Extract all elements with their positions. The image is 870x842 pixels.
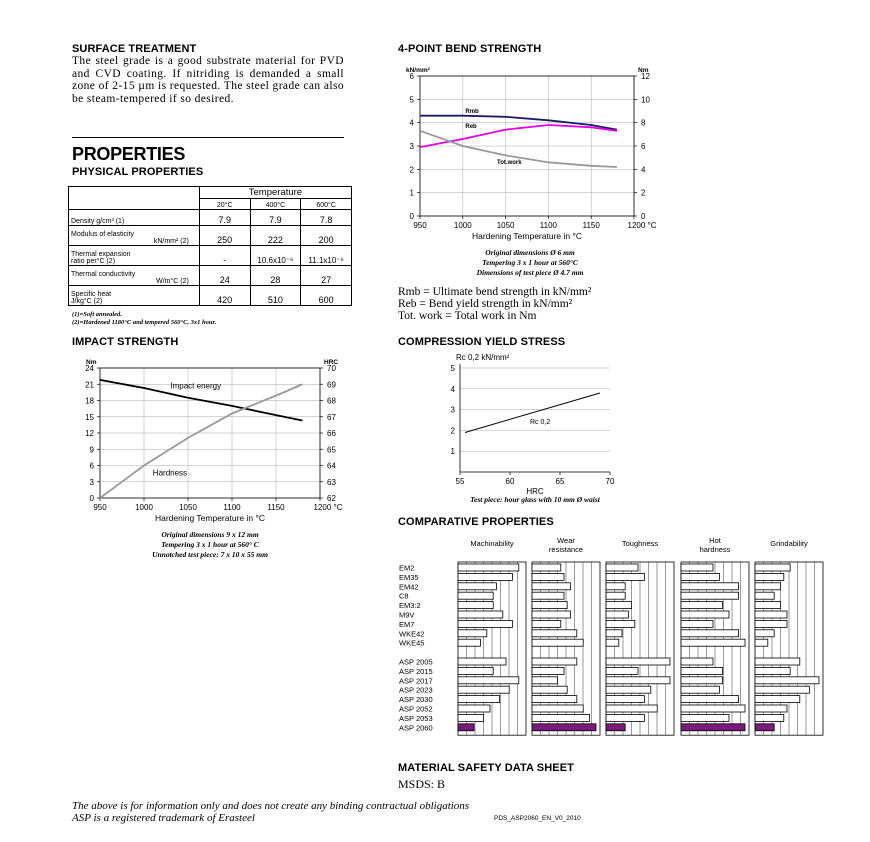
bar — [458, 583, 496, 590]
y-tick-label: 3 — [450, 405, 455, 415]
y-left-tick-label: 3 — [409, 142, 414, 151]
bend-captions — [410, 248, 650, 278]
comparative-heading: COMPARATIVE PROPERTIES — [398, 516, 554, 528]
table-row — [69, 266, 352, 286]
column-header: Hot — [709, 536, 721, 545]
bar — [681, 564, 713, 571]
bar — [606, 686, 651, 693]
bar — [532, 573, 564, 580]
bar — [755, 583, 781, 590]
cell-value: 510 — [250, 286, 301, 306]
bar — [681, 583, 739, 590]
bar — [681, 658, 713, 665]
y-right-axis-label: Nm — [638, 67, 649, 74]
bar — [532, 602, 567, 609]
bar — [681, 677, 723, 684]
bar — [755, 620, 787, 627]
x-tick-label: 1150 — [267, 503, 285, 512]
y-tick-label: 1 — [450, 447, 455, 457]
footer-trademark: ASP is a registered trademark of Erasteel — [72, 812, 255, 824]
bar — [755, 639, 768, 646]
footer-disclaimer: The above is for information only and does not create any binding contractual obligations — [72, 800, 470, 812]
bar — [755, 630, 774, 637]
bar — [755, 667, 790, 674]
bar — [532, 724, 596, 731]
row-label: Thermal expansion — [71, 251, 131, 258]
y-right-tick-label: 6 — [641, 142, 646, 151]
legend-item: Rmb = Ultimate bend strength in kN/mm² — [398, 286, 592, 298]
bar — [681, 686, 719, 693]
bar — [532, 658, 577, 665]
row-unit: J/kg°C (2) — [71, 298, 103, 305]
note: (2)=Hardened 1180°C and tempered 560°C, 3x1 hour. — [72, 319, 217, 326]
y-right-tick-label: 10 — [641, 95, 650, 105]
bar — [458, 724, 474, 731]
cell-value: 27 — [301, 266, 352, 286]
bar — [532, 696, 577, 703]
bar — [458, 686, 509, 693]
y-left-tick-label: 2 — [409, 165, 414, 175]
bar — [681, 620, 713, 627]
column-header: Toughness — [621, 539, 659, 548]
footer-code: PDS_ASP2060_EN_V0_2010 — [494, 815, 581, 822]
bar — [532, 705, 583, 712]
cell-value: 222 — [250, 226, 301, 246]
caption-line: Original dimensions Ø 6 mm — [485, 248, 575, 257]
bar — [755, 592, 774, 599]
cell-value: 11.1x10⁻⁶ — [301, 246, 352, 266]
note: (1)=Soft annealed. — [72, 311, 122, 318]
bar — [681, 667, 723, 674]
cell-value: 250 — [199, 226, 250, 246]
x-tick-label: 1150 — [582, 221, 600, 230]
bar — [458, 630, 487, 637]
table-row — [69, 226, 352, 246]
y-left-tick-label: 1 — [409, 188, 414, 198]
compression-caption: Test piece: hour glass with 10 mm Ø waist — [470, 495, 600, 504]
bar — [681, 724, 745, 731]
row-label: Modulus of elasticity — [71, 231, 135, 238]
x-axis-label: Hardening Temperature in °C — [471, 231, 583, 241]
bend-heading: 4-POINT BEND STRENGTH — [398, 43, 542, 55]
y-right-tick-label: 68 — [327, 396, 336, 406]
bar — [458, 696, 500, 703]
bar — [755, 705, 787, 712]
properties-heading: PROPERTIES — [72, 144, 186, 164]
table-notes — [72, 311, 216, 327]
bar — [532, 620, 561, 627]
bar — [606, 583, 625, 590]
y-right-tick-label: 64 — [327, 461, 336, 471]
y-left-tick-label: 9 — [89, 445, 94, 455]
cell-value: 600 — [301, 286, 352, 306]
x-axis-label: Hardening Temperature in °C — [154, 513, 266, 523]
y-right-tick-label: 8 — [641, 118, 646, 128]
cell-value: 7.8 — [301, 210, 352, 226]
y-left-tick-label: 5 — [409, 95, 414, 105]
impact-heading: IMPACT STRENGTH — [72, 336, 179, 348]
row-label: Specific heat — [71, 291, 112, 298]
surface-text: The steel grade is a good substrate material for PVD and CVD coating. If nitriding is demanded a small zone of 2-15 µm is requested. The steel grade can also be steam-tempered if so desired. — [72, 55, 344, 105]
bar — [606, 667, 638, 674]
grade-label: C8 — [399, 591, 409, 601]
y-left-axis-label: kN/mm² — [406, 67, 430, 74]
grade-label: EM3:2 — [399, 601, 421, 611]
caption-line: Unnotched test piece: 7 x 10 x 55 mm — [152, 550, 268, 559]
y-right-tick-label: 69 — [327, 380, 336, 390]
bar — [755, 696, 800, 703]
bar — [532, 592, 564, 599]
x-tick-label: 1100 — [223, 503, 241, 512]
row-unit: W/m°C (2) — [156, 278, 189, 285]
x-tick-label: 1000 — [453, 221, 472, 230]
y-left-tick-label: 24 — [85, 364, 94, 373]
caption-line: Tempering 3 x 1 hour at 560°C — [482, 258, 578, 267]
bar — [755, 573, 784, 580]
bar — [681, 573, 719, 580]
bar — [755, 602, 781, 609]
caption-line: Tempering 3 x 1 hour at 560° C — [161, 540, 259, 549]
bar — [606, 696, 644, 703]
col-header: 600°C — [301, 199, 352, 210]
x-tick-label: 1100 — [539, 221, 558, 230]
y-left-tick-label: 6 — [89, 461, 94, 471]
table-row — [69, 246, 352, 266]
bar — [532, 686, 567, 693]
series-label: Tot.work — [497, 160, 522, 167]
bar — [681, 696, 739, 703]
table-row — [69, 286, 352, 306]
cell-value: - — [199, 246, 250, 266]
y-right-tick-label: 62 — [327, 494, 336, 503]
x-tick-label: 60 — [505, 477, 515, 486]
x-tick-label: 950 — [93, 503, 107, 512]
bar — [458, 667, 493, 674]
bar — [458, 620, 512, 627]
y-left-tick-label: 18 — [85, 396, 94, 406]
physical-properties-table — [68, 186, 352, 306]
bar — [458, 564, 519, 571]
bar — [606, 573, 644, 580]
grade-label: EM2 — [399, 563, 415, 573]
x-tick-label: 65 — [555, 477, 565, 486]
bar — [606, 592, 625, 599]
bar — [458, 677, 519, 684]
grade-label: ASP 2030 — [399, 695, 433, 705]
compression-heading: COMPRESSION YIELD STRESS — [398, 336, 566, 348]
grade-label: M9V — [399, 610, 415, 620]
msds-text: MSDS: B — [398, 777, 446, 791]
x-tick-label: 1050 — [179, 503, 197, 512]
y-right-tick-label: 66 — [327, 429, 336, 438]
y-right-tick-label: 2 — [641, 188, 646, 198]
grade-label: ASP 2023 — [399, 685, 433, 695]
bar — [606, 705, 657, 712]
grade-label: EM35 — [399, 572, 419, 582]
series-label: Hardness — [152, 468, 188, 478]
bar — [755, 686, 809, 693]
grade-label: EM7 — [399, 619, 415, 629]
bar — [606, 611, 628, 618]
cell-value: 420 — [199, 286, 250, 306]
y-tick-label: 2 — [450, 426, 455, 436]
col-header: 20°C — [199, 199, 250, 210]
y-right-tick-label: 70 — [327, 364, 336, 373]
y-left-tick-label: 4 — [409, 118, 414, 128]
series-label: Rc 0,2 — [530, 419, 551, 427]
y-left-tick-label: 21 — [85, 380, 94, 390]
bar — [458, 573, 512, 580]
y-right-tick-label: 12 — [641, 72, 650, 81]
bar — [532, 667, 564, 674]
impact-captions — [90, 530, 330, 560]
grade-label: WKE45 — [399, 638, 425, 648]
bar — [606, 724, 625, 731]
y-right-tick-label: 67 — [327, 412, 336, 422]
compression-chart — [420, 350, 630, 494]
col-header: 400°C — [250, 199, 301, 210]
grade-label: WKE42 — [399, 629, 425, 639]
caption-line: Original dimensions 9 x 12 mm — [161, 530, 259, 539]
grade-label: ASP 2017 — [399, 676, 433, 686]
bar — [755, 611, 787, 618]
table-row — [69, 210, 352, 226]
column-header: resistance — [548, 545, 584, 554]
bar — [532, 583, 570, 590]
bar — [755, 677, 819, 684]
bar — [532, 611, 570, 618]
x-tick-label: 1200 °C — [313, 503, 343, 512]
cell-value: 10.6x10⁻⁶ — [250, 246, 301, 266]
bar — [532, 639, 583, 646]
bar — [532, 677, 558, 684]
y-left-tick-label: 6 — [409, 72, 414, 81]
bar — [458, 592, 493, 599]
bar — [458, 658, 506, 665]
grade-label: ASP 2060 — [399, 723, 433, 733]
cell-value: 200 — [301, 226, 352, 246]
y-left-tick-label: 3 — [89, 477, 94, 487]
y-left-tick-label: 0 — [89, 494, 94, 503]
bar — [606, 620, 635, 627]
bar — [755, 564, 790, 571]
bar — [606, 602, 632, 609]
bar — [606, 658, 670, 665]
series-line — [420, 125, 617, 147]
cell-value: 28 — [250, 266, 301, 286]
row-unit: ratio per°C (2) — [71, 258, 116, 265]
grade-label: ASP 2015 — [399, 666, 433, 676]
surface-heading: SURFACE TREATMENT — [72, 43, 197, 55]
bar — [755, 724, 774, 731]
cell-value: 7.9 — [250, 210, 301, 226]
series-label: Rmb — [465, 108, 479, 115]
bar — [606, 630, 622, 637]
column-header: Machinability — [470, 539, 514, 548]
y-axis-label: Rc 0,2 kN/mm² — [456, 353, 510, 362]
y-left-axis-label: Nm — [86, 359, 97, 366]
bend-legend — [398, 286, 591, 322]
temperature-header: Temperature — [199, 187, 351, 199]
bar — [681, 630, 739, 637]
y-left-tick-label: 15 — [85, 412, 94, 422]
x-tick-label: 70 — [605, 477, 615, 486]
row-unit: kN/mm² (2) — [153, 238, 189, 245]
series-line — [465, 393, 600, 433]
bend-chart — [396, 54, 668, 246]
bar — [458, 639, 480, 646]
y-left-tick-label: 0 — [409, 212, 414, 221]
grade-label: ASP 2052 — [399, 704, 433, 714]
x-axis-label: HRC — [526, 487, 544, 494]
row-label: Thermal conductivity — [71, 271, 136, 278]
y-left-tick-label: 12 — [85, 429, 94, 438]
legend-item: Tot. work = Total work in Nm — [398, 310, 537, 322]
y-tick-label: 4 — [450, 384, 455, 394]
y-right-tick-label: 63 — [327, 477, 336, 487]
bar — [681, 592, 739, 599]
bar — [606, 564, 638, 571]
bar — [606, 639, 619, 646]
bar — [532, 714, 590, 721]
series-label: Reb — [465, 123, 477, 130]
bar — [681, 714, 729, 721]
grade-label: ASP 2005 — [399, 657, 433, 667]
impact-chart — [70, 348, 350, 528]
y-right-tick-label: 0 — [641, 212, 646, 221]
bar — [606, 677, 670, 684]
bar — [458, 714, 484, 721]
bar — [755, 714, 784, 721]
cell-value: 7.9 — [199, 210, 250, 226]
grade-label: ASP 2053 — [399, 713, 433, 723]
bar — [681, 639, 745, 646]
series-line — [100, 381, 302, 498]
physical-properties-heading: PHYSICAL PROPERTIES — [72, 166, 204, 178]
bar — [532, 564, 561, 571]
bar — [755, 658, 800, 665]
caption-line: Dimensions of test piece Ø 4.7 mm — [476, 268, 584, 277]
row-label: Density g/cm³ (1) — [71, 218, 125, 225]
msds-heading: MATERIAL SAFETY DATA SHEET — [398, 762, 574, 774]
column-header: hardness — [699, 545, 731, 554]
y-right-tick-label: 65 — [327, 445, 336, 455]
bar — [606, 714, 644, 721]
y-tick-label: 5 — [450, 364, 455, 373]
x-tick-label: 55 — [455, 477, 465, 486]
bar — [458, 705, 490, 712]
y-right-tick-label: 4 — [641, 165, 646, 175]
bar — [681, 602, 723, 609]
x-tick-label: 1050 — [496, 221, 515, 230]
series-label: Impact energy — [170, 381, 222, 391]
bar — [532, 630, 577, 637]
x-tick-label: 950 — [413, 221, 427, 230]
column-header: Grindability — [770, 539, 808, 548]
divider — [72, 137, 344, 138]
grade-label: EM42 — [399, 582, 419, 592]
comparative-chart — [396, 532, 836, 744]
y-right-axis-label: HRC — [324, 359, 339, 366]
bar — [458, 602, 493, 609]
cell-value: 24 — [199, 266, 250, 286]
bar — [458, 611, 503, 618]
column-header: Wear — [557, 536, 575, 545]
legend-item: Reb = Bend yield strength in kN/mm² — [398, 298, 573, 310]
x-tick-label: 1200 °C — [627, 221, 657, 230]
bar — [681, 611, 729, 618]
bar — [681, 705, 745, 712]
x-tick-label: 1000 — [135, 503, 153, 512]
